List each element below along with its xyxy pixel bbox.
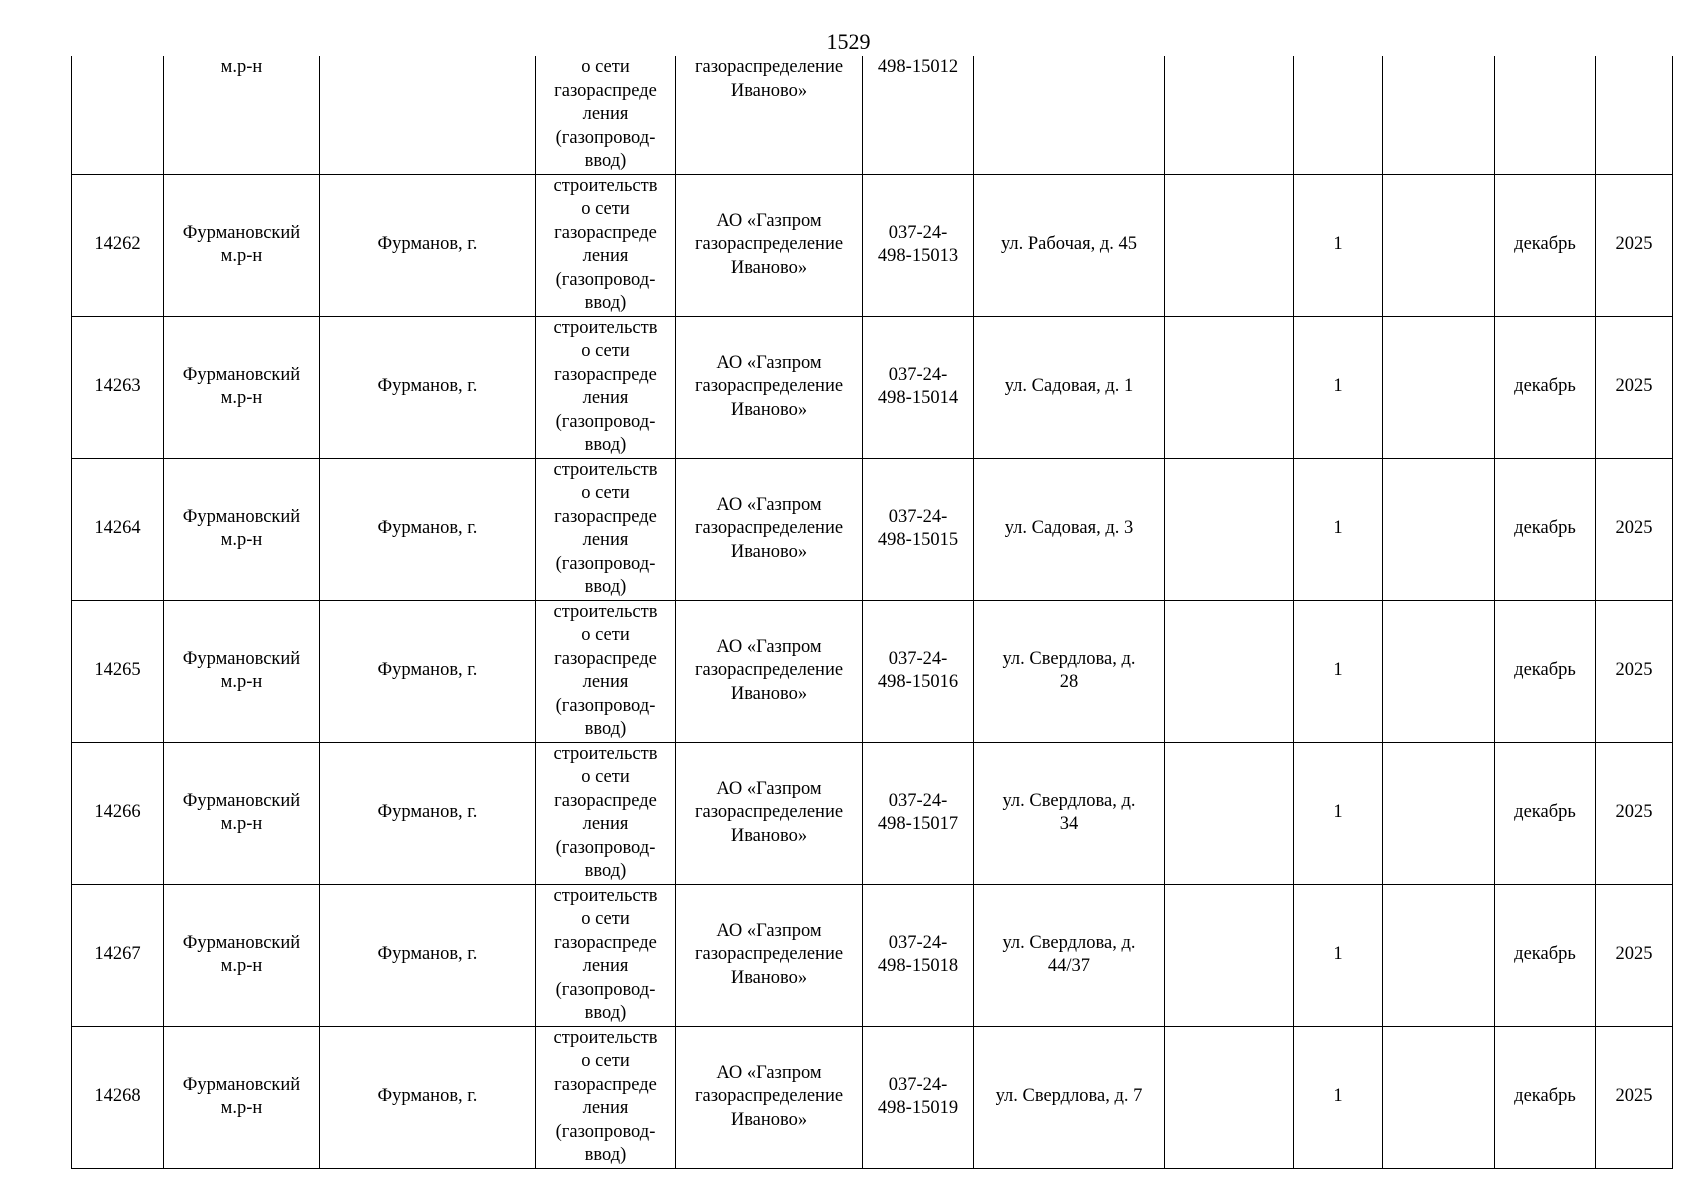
- cell-empty-8: [1165, 174, 1294, 316]
- cell-empty-10: [1383, 458, 1495, 600]
- cell-empty-10: [1383, 316, 1495, 458]
- cell-locality: Фурманов, г.: [320, 458, 536, 600]
- cell-district: м.р-н: [164, 56, 320, 174]
- cell-organization: АО «Газпром газораспределение Иваново»: [676, 316, 863, 458]
- cell-organization: газораспределение Иваново»: [676, 56, 863, 174]
- cell-organization: АО «Газпром газораспределение Иваново»: [676, 884, 863, 1026]
- cell-quantity: 1: [1294, 174, 1383, 316]
- cell-month: декабрь: [1495, 174, 1596, 316]
- cell-locality: Фурманов, г.: [320, 316, 536, 458]
- cell-empty-10: [1383, 1026, 1495, 1168]
- cell-locality: Фурманов, г.: [320, 600, 536, 742]
- cell-locality: Фурманов, г.: [320, 1026, 536, 1168]
- table-body: [72, 56, 1673, 1168]
- cell-quantity: 1: [1294, 458, 1383, 600]
- cell-empty-10: [1383, 174, 1495, 316]
- cell-organization: АО «Газпром газораспределение Иваново»: [676, 458, 863, 600]
- cell-work-type: строительств о сети газораспреде ления (газопровод- ввод): [536, 458, 676, 600]
- cell-work-type: строительств о сети газораспреде ления (газопровод- ввод): [536, 174, 676, 316]
- cell-number: 14264: [72, 458, 164, 600]
- cell-code: 037-24- 498-15014: [863, 316, 974, 458]
- cell-locality: [320, 56, 536, 174]
- cell-year: 2025: [1596, 458, 1673, 600]
- cell-year: 2025: [1596, 600, 1673, 742]
- cell-number: 14268: [72, 1026, 164, 1168]
- table-row: [72, 458, 1673, 600]
- cell-code: 037-24- 498-15017: [863, 742, 974, 884]
- cell-organization: АО «Газпром газораспределение Иваново»: [676, 1026, 863, 1168]
- cell-address: ул. Рабочая, д. 45: [974, 174, 1165, 316]
- cell-year: 2025: [1596, 1026, 1673, 1168]
- cell-work-type: о сети газораспреде ления (газопровод- ввод): [536, 56, 676, 174]
- cell-number: 14266: [72, 742, 164, 884]
- cell-district: Фурмановский м.р-н: [164, 884, 320, 1026]
- cell-empty-10: [1383, 56, 1495, 174]
- cell-locality: Фурманов, г.: [320, 742, 536, 884]
- cell-empty-10: [1383, 600, 1495, 742]
- cell-empty-10: [1383, 884, 1495, 1026]
- table-row: [72, 1026, 1673, 1168]
- cell-quantity: 1: [1294, 884, 1383, 1026]
- cell-empty-10: [1383, 742, 1495, 884]
- cell-address: ул. Свердлова, д. 34: [974, 742, 1165, 884]
- cell-month: декабрь: [1495, 884, 1596, 1026]
- cell-month: декабрь: [1495, 600, 1596, 742]
- cell-work-type: строительств о сети газораспреде ления (газопровод- ввод): [536, 316, 676, 458]
- cell-code: 037-24- 498-15018: [863, 884, 974, 1026]
- cell-district: Фурмановский м.р-н: [164, 174, 320, 316]
- page-number: 1529: [826, 29, 871, 54]
- cell-empty-8: [1165, 1026, 1294, 1168]
- cell-empty-8: [1165, 316, 1294, 458]
- cell-code: 037-24- 498-15013: [863, 174, 974, 316]
- cell-work-type: строительств о сети газораспреде ления (газопровод- ввод): [536, 600, 676, 742]
- cell-address: ул. Свердлова, д. 7: [974, 1026, 1165, 1168]
- cell-month: декабрь: [1495, 1026, 1596, 1168]
- cell-month: [1495, 56, 1596, 174]
- table-row: [72, 742, 1673, 884]
- table-row: [72, 316, 1673, 458]
- cell-district: Фурмановский м.р-н: [164, 316, 320, 458]
- cell-month: декабрь: [1495, 458, 1596, 600]
- cell-empty-8: [1165, 742, 1294, 884]
- cell-district: Фурмановский м.р-н: [164, 600, 320, 742]
- cell-quantity: 1: [1294, 316, 1383, 458]
- cell-empty-8: [1165, 56, 1294, 174]
- cell-code: 037-24- 498-15015: [863, 458, 974, 600]
- registry-table: [71, 56, 1673, 1169]
- cell-year: 2025: [1596, 884, 1673, 1026]
- cell-code: 037-24- 498-15019: [863, 1026, 974, 1168]
- cell-district: Фурмановский м.р-н: [164, 742, 320, 884]
- cell-month: декабрь: [1495, 316, 1596, 458]
- cell-code: 498-15012: [863, 56, 974, 174]
- cell-number: 14267: [72, 884, 164, 1026]
- cell-quantity: 1: [1294, 600, 1383, 742]
- cell-year: 2025: [1596, 174, 1673, 316]
- table-row: [72, 600, 1673, 742]
- table-row-continued: [72, 56, 1673, 174]
- cell-address: ул. Свердлова, д. 28: [974, 600, 1165, 742]
- cell-quantity: [1294, 56, 1383, 174]
- cell-address: ул. Свердлова, д. 44/37: [974, 884, 1165, 1026]
- cell-work-type: строительств о сети газораспреде ления (газопровод- ввод): [536, 1026, 676, 1168]
- cell-locality: Фурманов, г.: [320, 884, 536, 1026]
- cell-empty-8: [1165, 884, 1294, 1026]
- cell-quantity: 1: [1294, 742, 1383, 884]
- cell-district: Фурмановский м.р-н: [164, 1026, 320, 1168]
- cell-year: [1596, 56, 1673, 174]
- cell-work-type: строительств о сети газораспреде ления (газопровод- ввод): [536, 742, 676, 884]
- cell-organization: АО «Газпром газораспределение Иваново»: [676, 174, 863, 316]
- cell-code: 037-24- 498-15016: [863, 600, 974, 742]
- cell-year: 2025: [1596, 742, 1673, 884]
- cell-address: ул. Садовая, д. 1: [974, 316, 1165, 458]
- table-row: [72, 174, 1673, 316]
- cell-organization: АО «Газпром газораспределение Иваново»: [676, 600, 863, 742]
- cell-empty-8: [1165, 458, 1294, 600]
- cell-empty-8: [1165, 600, 1294, 742]
- cell-quantity: 1: [1294, 1026, 1383, 1168]
- cell-organization: АО «Газпром газораспределение Иваново»: [676, 742, 863, 884]
- cell-number: 14263: [72, 316, 164, 458]
- cell-district: Фурмановский м.р-н: [164, 458, 320, 600]
- cell-address: [974, 56, 1165, 174]
- table-row: [72, 884, 1673, 1026]
- cell-year: 2025: [1596, 316, 1673, 458]
- cell-month: декабрь: [1495, 742, 1596, 884]
- cell-work-type: строительств о сети газораспреде ления (газопровод- ввод): [536, 884, 676, 1026]
- cell-number: [72, 56, 164, 174]
- cell-number: 14265: [72, 600, 164, 742]
- cell-locality: Фурманов, г.: [320, 174, 536, 316]
- cell-number: 14262: [72, 174, 164, 316]
- cell-address: ул. Садовая, д. 3: [974, 458, 1165, 600]
